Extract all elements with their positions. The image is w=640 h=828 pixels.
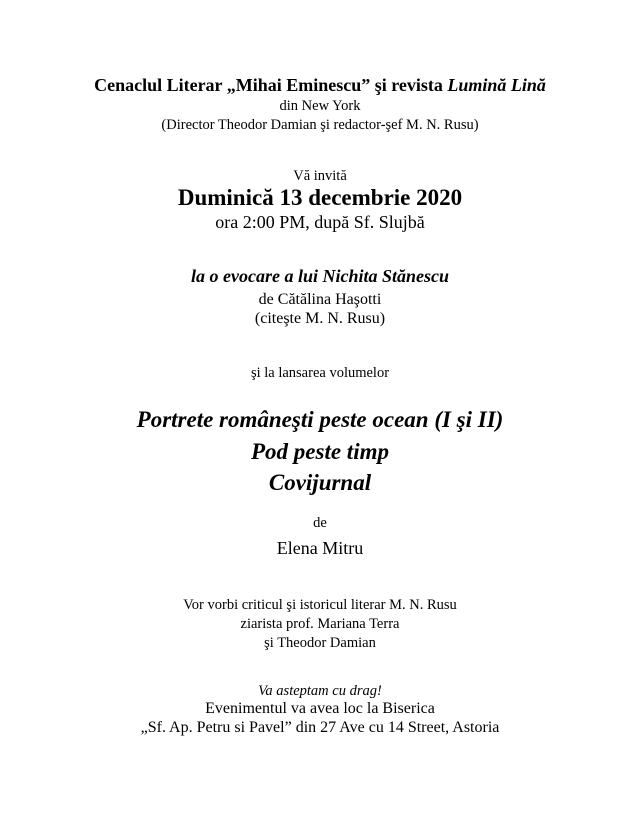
closing-greeting: Va asteptam cu drag! (258, 683, 382, 699)
book-by: de (313, 515, 327, 531)
event-time: ora 2:00 PM, după Sf. Slujbă (215, 212, 425, 232)
book-title: Covijurnal (268, 470, 372, 495)
event-date: Duminică 13 decembrie 2020 (177, 185, 463, 210)
book-title: Pod peste timp (251, 439, 389, 464)
magazine-name: Lumină Lină (447, 75, 546, 95)
book-author: Elena Mitru (276, 538, 364, 558)
organizer-title (0, 76, 640, 94)
venue-line: Evenimentul va avea loc la Biserica (205, 700, 435, 717)
organizer-city: din New York (279, 98, 361, 114)
speaker-line: şi Theodor Damian (264, 635, 376, 651)
book-title: Portrete româneşti peste ocean (I şi II) (136, 407, 504, 432)
invite-text: Vă invită (293, 168, 347, 184)
venue-address: „Sf. Ap. Petru si Pavel” din 27 Ave cu 14 Street, Astoria (140, 719, 500, 736)
evocation-title: la o evocare a lui Nichita Stănescu (191, 266, 449, 286)
organizer-name: Cenaclul Literar „Mihai Eminescu” şi revista (94, 75, 448, 95)
speaker-line: ziarista prof. Mariana Terra (240, 616, 400, 632)
speaker-line: Vor vorbi criticul şi istoricul literar M. N. Rusu (183, 597, 457, 613)
organizer-directors: (Director Theodor Damian şi redactor-şef M. N. Rusu) (161, 117, 479, 133)
launch-intro: şi la lansarea volumelor (250, 365, 390, 381)
evocation-author: de Cătălina Haşotti (258, 291, 382, 308)
evocation-reader: (citeşte M. N. Rusu) (254, 310, 386, 327)
